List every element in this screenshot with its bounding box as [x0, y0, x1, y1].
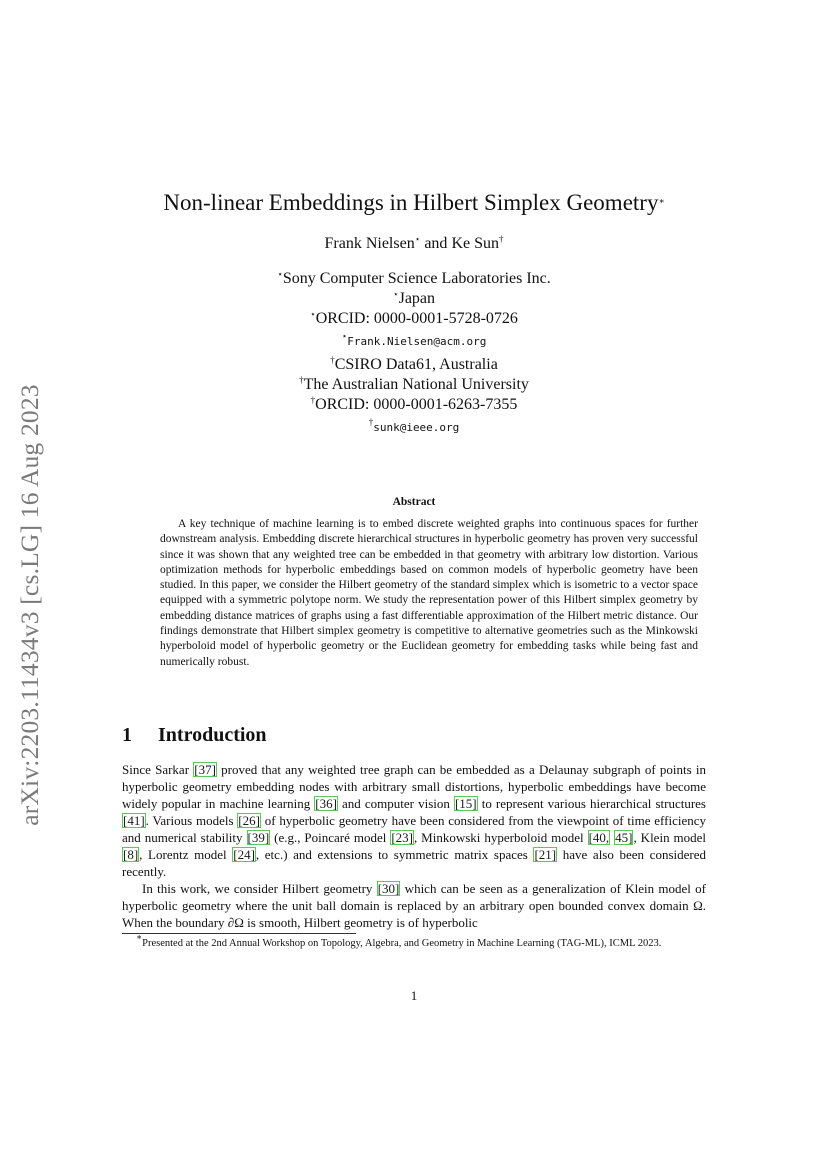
arxiv-identifier: arXiv:2203.11434v3 [cs.LG] 16 Aug 2023: [15, 384, 44, 826]
citation-link[interactable]: [26]: [238, 813, 260, 828]
text-run: , Lorentz model: [139, 847, 233, 862]
affiliation-text: ORCID: 0000-0001-5728-0726: [315, 310, 518, 327]
footnote-rule: [122, 933, 356, 934]
text-run: (e.g., Poincaré model: [270, 830, 391, 845]
affiliation-text: CSIRO Data61, Australia: [334, 356, 498, 373]
affiliation-mark: †: [310, 395, 316, 405]
section-number: 1: [122, 724, 132, 746]
affiliation-line: [0, 356, 828, 376]
citation-link[interactable]: [15]: [454, 796, 477, 811]
affiliation-mark: ⋆: [341, 331, 348, 341]
citation-link[interactable]: [21]: [534, 847, 557, 862]
text-run: and computer vision: [337, 796, 454, 811]
intro-paragraph-1: [122, 761, 706, 880]
affiliation-text: Japan: [398, 290, 436, 307]
author-name: Ke Sun: [451, 235, 499, 252]
affiliation-line: [0, 416, 828, 440]
affiliation-block-1: [0, 270, 828, 354]
text-run: which can be seen as a generalization of Klein model of hyperbolic geometry where the unit ball domain is replaced by an arbitrary open bounded convex domain Ω. When the boundary ∂Ω is smooth, Hilbert geometry is of hyperbolic: [122, 881, 706, 930]
affiliation-mark: †: [368, 417, 374, 427]
text-run: , Minkowski hyperboloid model: [413, 830, 588, 845]
affiliation-text: ORCID: 0000-0001-6263-7355: [315, 396, 518, 413]
page-number: 1: [410, 988, 418, 1003]
affiliation-line: [0, 290, 828, 310]
citation-link[interactable]: [30]: [377, 881, 400, 896]
abstract-text: A key technique of machine learning is to embed discrete weighted graphs into continuous spaces for further downstream analysis. Embedding discrete hierarchical structures in hyperbolic geometry has proven very successful since it was shown that any weighted tree can be embedded in that geometry with arbitrary low distortion. Various optimization methods for hyperbolic embeddings based on common models of hyperbolic geometry have been studied. In this paper, we consider the Hilbert geometry of the standard simplex which is isometric to a vector space equipped with a symmetric polytope norm. We study the representation power of this Hilbert simplex geometry by embedding distance matrices of graphs using a fast differentiable approximation of the Hilbert metric distance. Our findings demonstrate that Hilbert simplex geometry is competitive to alternative geometries such as the Minkowski hyperboloid model of hyperbolic geometry or the Euclidean geometry for embedding tasks while being fast and numerically robust.: [160, 518, 698, 668]
section-title: Introduction: [158, 724, 267, 746]
citation-link[interactable]: [24]: [233, 847, 255, 862]
text-run: . Various models: [145, 813, 238, 828]
affiliation-line: [0, 310, 828, 330]
citation-link[interactable]: [41]: [123, 813, 145, 828]
intro-body: [122, 761, 706, 931]
affiliation-line: [0, 270, 828, 290]
author-mark: ⋆: [414, 234, 421, 244]
text-run: to represent various hierarchical structures: [477, 796, 706, 811]
footnote: [122, 932, 706, 951]
author-connector: and: [420, 235, 452, 252]
affiliation-email: sunk@ieee.org: [373, 421, 460, 434]
citation-link[interactable]: [39]: [247, 830, 270, 845]
author-mark: †: [499, 234, 504, 244]
text-run: proved that any weighted tree graph can be embedded as a Delaunay subgraph of points in hyperbolic geometry embedding nodes with arbitrary small distortions, hyperbolic embeddings have become widely popular in machine learning: [122, 762, 706, 811]
text-run: have also been considered recently.: [122, 847, 706, 879]
affiliation-line: [0, 376, 828, 396]
affiliation-mark: ⋆: [392, 289, 399, 299]
affiliation-mark: †: [299, 375, 304, 385]
affiliation-line: [0, 330, 828, 354]
footnote-mark: ∗: [136, 932, 143, 942]
citation-link[interactable]: [36]: [315, 796, 337, 811]
abstract-heading: Abstract: [392, 496, 436, 508]
affiliation-line: [0, 396, 828, 416]
paper-title-text: Non-linear Embeddings in Hilbert Simplex Geometry: [163, 190, 659, 215]
affiliation-mark: ⋆: [310, 309, 316, 319]
author-name: Frank Nielsen: [324, 235, 415, 252]
intro-paragraph-2: [122, 880, 706, 931]
section-heading: [122, 724, 267, 747]
affiliation-mark: ⋆: [277, 269, 283, 279]
affiliation-block-2: [0, 356, 828, 440]
paper-title: [0, 190, 828, 216]
text-run: of hyperbolic geometry have been considered from the viewpoint of time efficiency and numerical stability: [122, 813, 706, 845]
citation-link[interactable]: [23]: [391, 830, 413, 845]
citation-link[interactable]: 45]: [615, 830, 633, 845]
text-run: , etc.) and extensions to symmetric matrix spaces: [255, 847, 534, 862]
citation-link[interactable]: [40,: [588, 830, 610, 845]
affiliation-mark: †: [330, 355, 335, 365]
affiliation-text: Sony Computer Science Laboratories Inc.: [282, 270, 551, 287]
text-run: Since Sarkar: [122, 762, 194, 777]
text-run: , Klein model: [633, 830, 707, 845]
footnote-text: Presented at the 2nd Annual Workshop on Topology, Algebra, and Geometry in Machine Learning (TAG-ML), ICML 2023.: [142, 938, 662, 949]
affiliation-email: Frank.Nielsen@acm.org: [347, 335, 487, 348]
affiliation-text: The Australian National University: [303, 376, 529, 393]
text-run: In this work, we consider Hilbert geometry: [142, 881, 377, 896]
citation-link[interactable]: [8]: [123, 847, 139, 862]
citation-link[interactable]: [37]: [194, 762, 216, 777]
title-footnote-mark: ∗: [658, 196, 665, 206]
author-list: [0, 235, 828, 253]
